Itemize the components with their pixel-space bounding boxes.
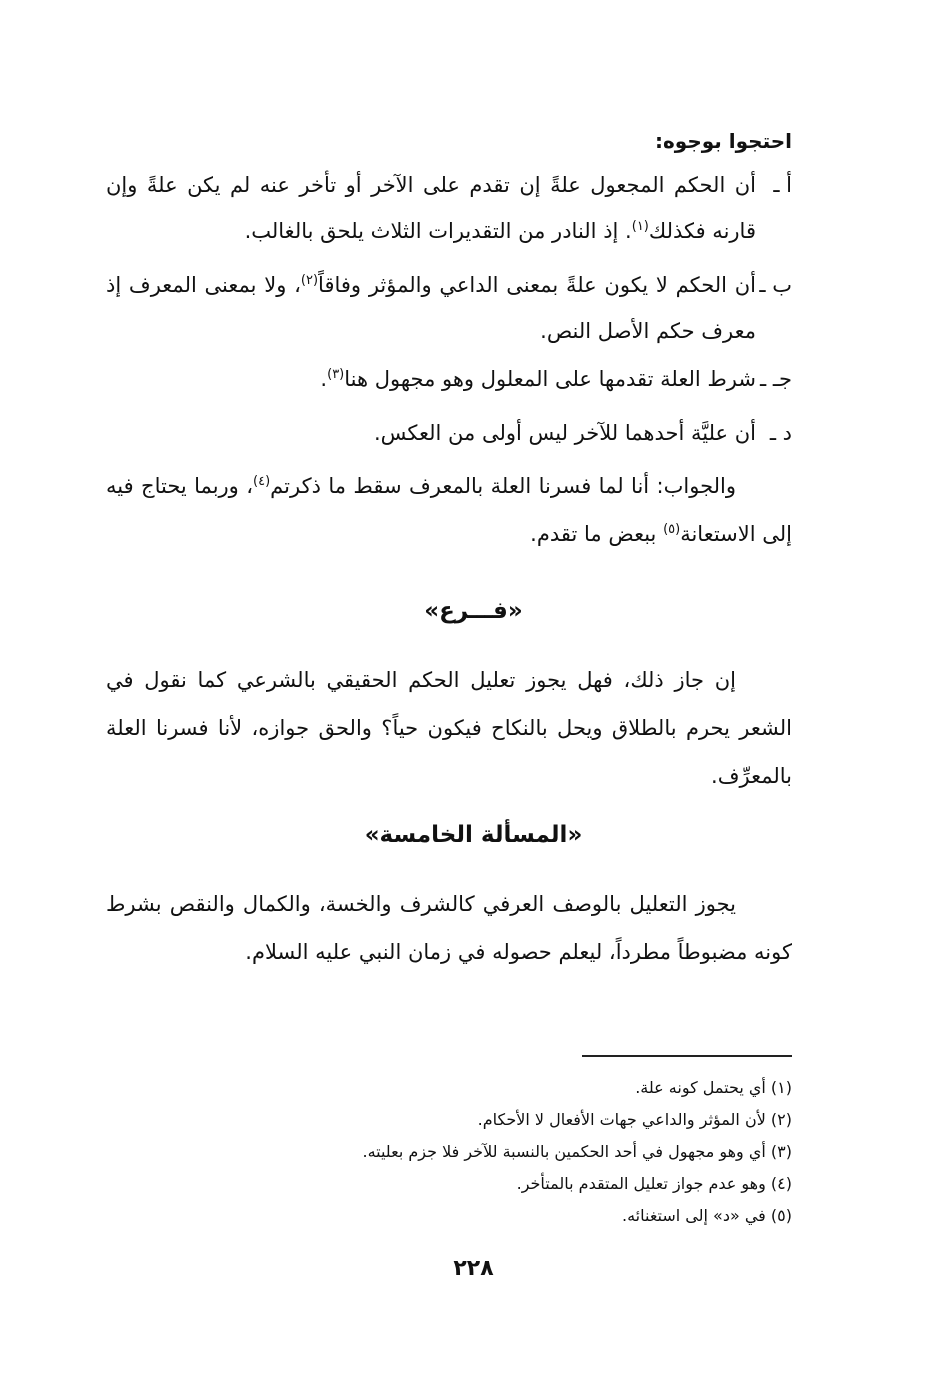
footnote-5: (٥) في «د» إلى استغنائه.: [622, 1206, 792, 1225]
section-heading: «المسألة الخامسة»: [364, 822, 583, 848]
footnotes: [106, 1072, 792, 1232]
item-text-part: ، ولا بمعنى المعرف إذ معرف حكم الأصل النص.: [106, 273, 756, 343]
item-text-part: . إذ النادر من التقديرات الثلاث يلحق بالغالب.: [244, 219, 632, 243]
footnote-ref: (٥): [663, 522, 681, 537]
argument-item-d: [106, 410, 792, 456]
argument-item-c: [106, 356, 792, 402]
item-marker: أ ـ: [773, 173, 792, 197]
answer-text-part: والجواب: أنا لما فسرنا العلة بالمعرف سقط ما ذكرتم: [270, 474, 736, 498]
branch-paragraph: إن جاز ذلك، فهل يجوز تعليل الحكم الحقيقي بالشرعي كما نقول في الشعر يحرم بالطلاق ويحل بالنكاح فيكون حياً؟ والحق جوازه، لأنا فسرنا العلة بالمعرِّف.: [106, 668, 792, 788]
argument-item-b: [106, 262, 792, 354]
footnote-ref: (٣): [327, 367, 345, 382]
section-paragraph: يجوز التعليل بالوصف العرفي كالشرف والخسة، والكمال والنقص بشرط كونه مضبوطاً مطرداً، ليعلم حصوله في زمان النبي عليه السلام.: [106, 892, 792, 964]
footnote-ref: (٤): [253, 474, 271, 489]
answer-paragraph: [106, 462, 792, 558]
item-text-part: أن عليَّة أحدهما للآخر ليس أولى من العكس.: [373, 421, 756, 445]
footnote-ref: (٢): [300, 273, 319, 288]
argument-item-a: [106, 162, 792, 254]
item-marker: جـ ـ: [760, 367, 792, 391]
item-text: [106, 410, 756, 456]
footnote-ref: (١): [631, 219, 649, 234]
page-number: ٢٢٨: [453, 1256, 494, 1281]
footnote-4: (٤) وهو عدم جواز تعليل المتقدم بالمتأخر.: [516, 1174, 792, 1193]
item-marker: ب ـ: [759, 273, 792, 297]
item-text: [106, 262, 756, 354]
item-text-part: أن الحكم المجعول علةً إن تقدم على الآخر أو تأخر عنه لم يكن علةً وإن قارنه فكذلك: [106, 173, 756, 243]
footnote-3: (٣) أي وهو مجهول في أحد الحكمين بالنسبة للآخر فلا جزم بعليته.: [362, 1142, 792, 1161]
item-text-part: شرط العلة تقدمها على المعلول وهو مجهول هنا: [344, 367, 756, 391]
intro-line: احتجوا بوجوه:: [654, 129, 792, 153]
item-text: [106, 356, 756, 402]
answer-text-part: ببعض ما تقدم.: [530, 522, 664, 546]
answer-text-part: ، وربما يحتاج فيه إلى الاستعانة: [106, 474, 792, 546]
item-text: [106, 162, 756, 254]
footnote-2: (٢) لأن المؤثر والداعي جهات الأفعال لا الأحكام.: [477, 1110, 792, 1129]
branch-heading: «فـــرع»: [424, 598, 523, 624]
item-text-part: أن الحكم لا يكون علةً بمعنى الداعي والمؤثر وفاقاً: [318, 273, 756, 297]
footnote-1: (١) أي يحتمل كونه علة.: [635, 1078, 792, 1097]
footnote-divider: [582, 1055, 792, 1057]
item-text-part: .: [320, 367, 328, 391]
item-marker: د ـ: [769, 421, 792, 445]
